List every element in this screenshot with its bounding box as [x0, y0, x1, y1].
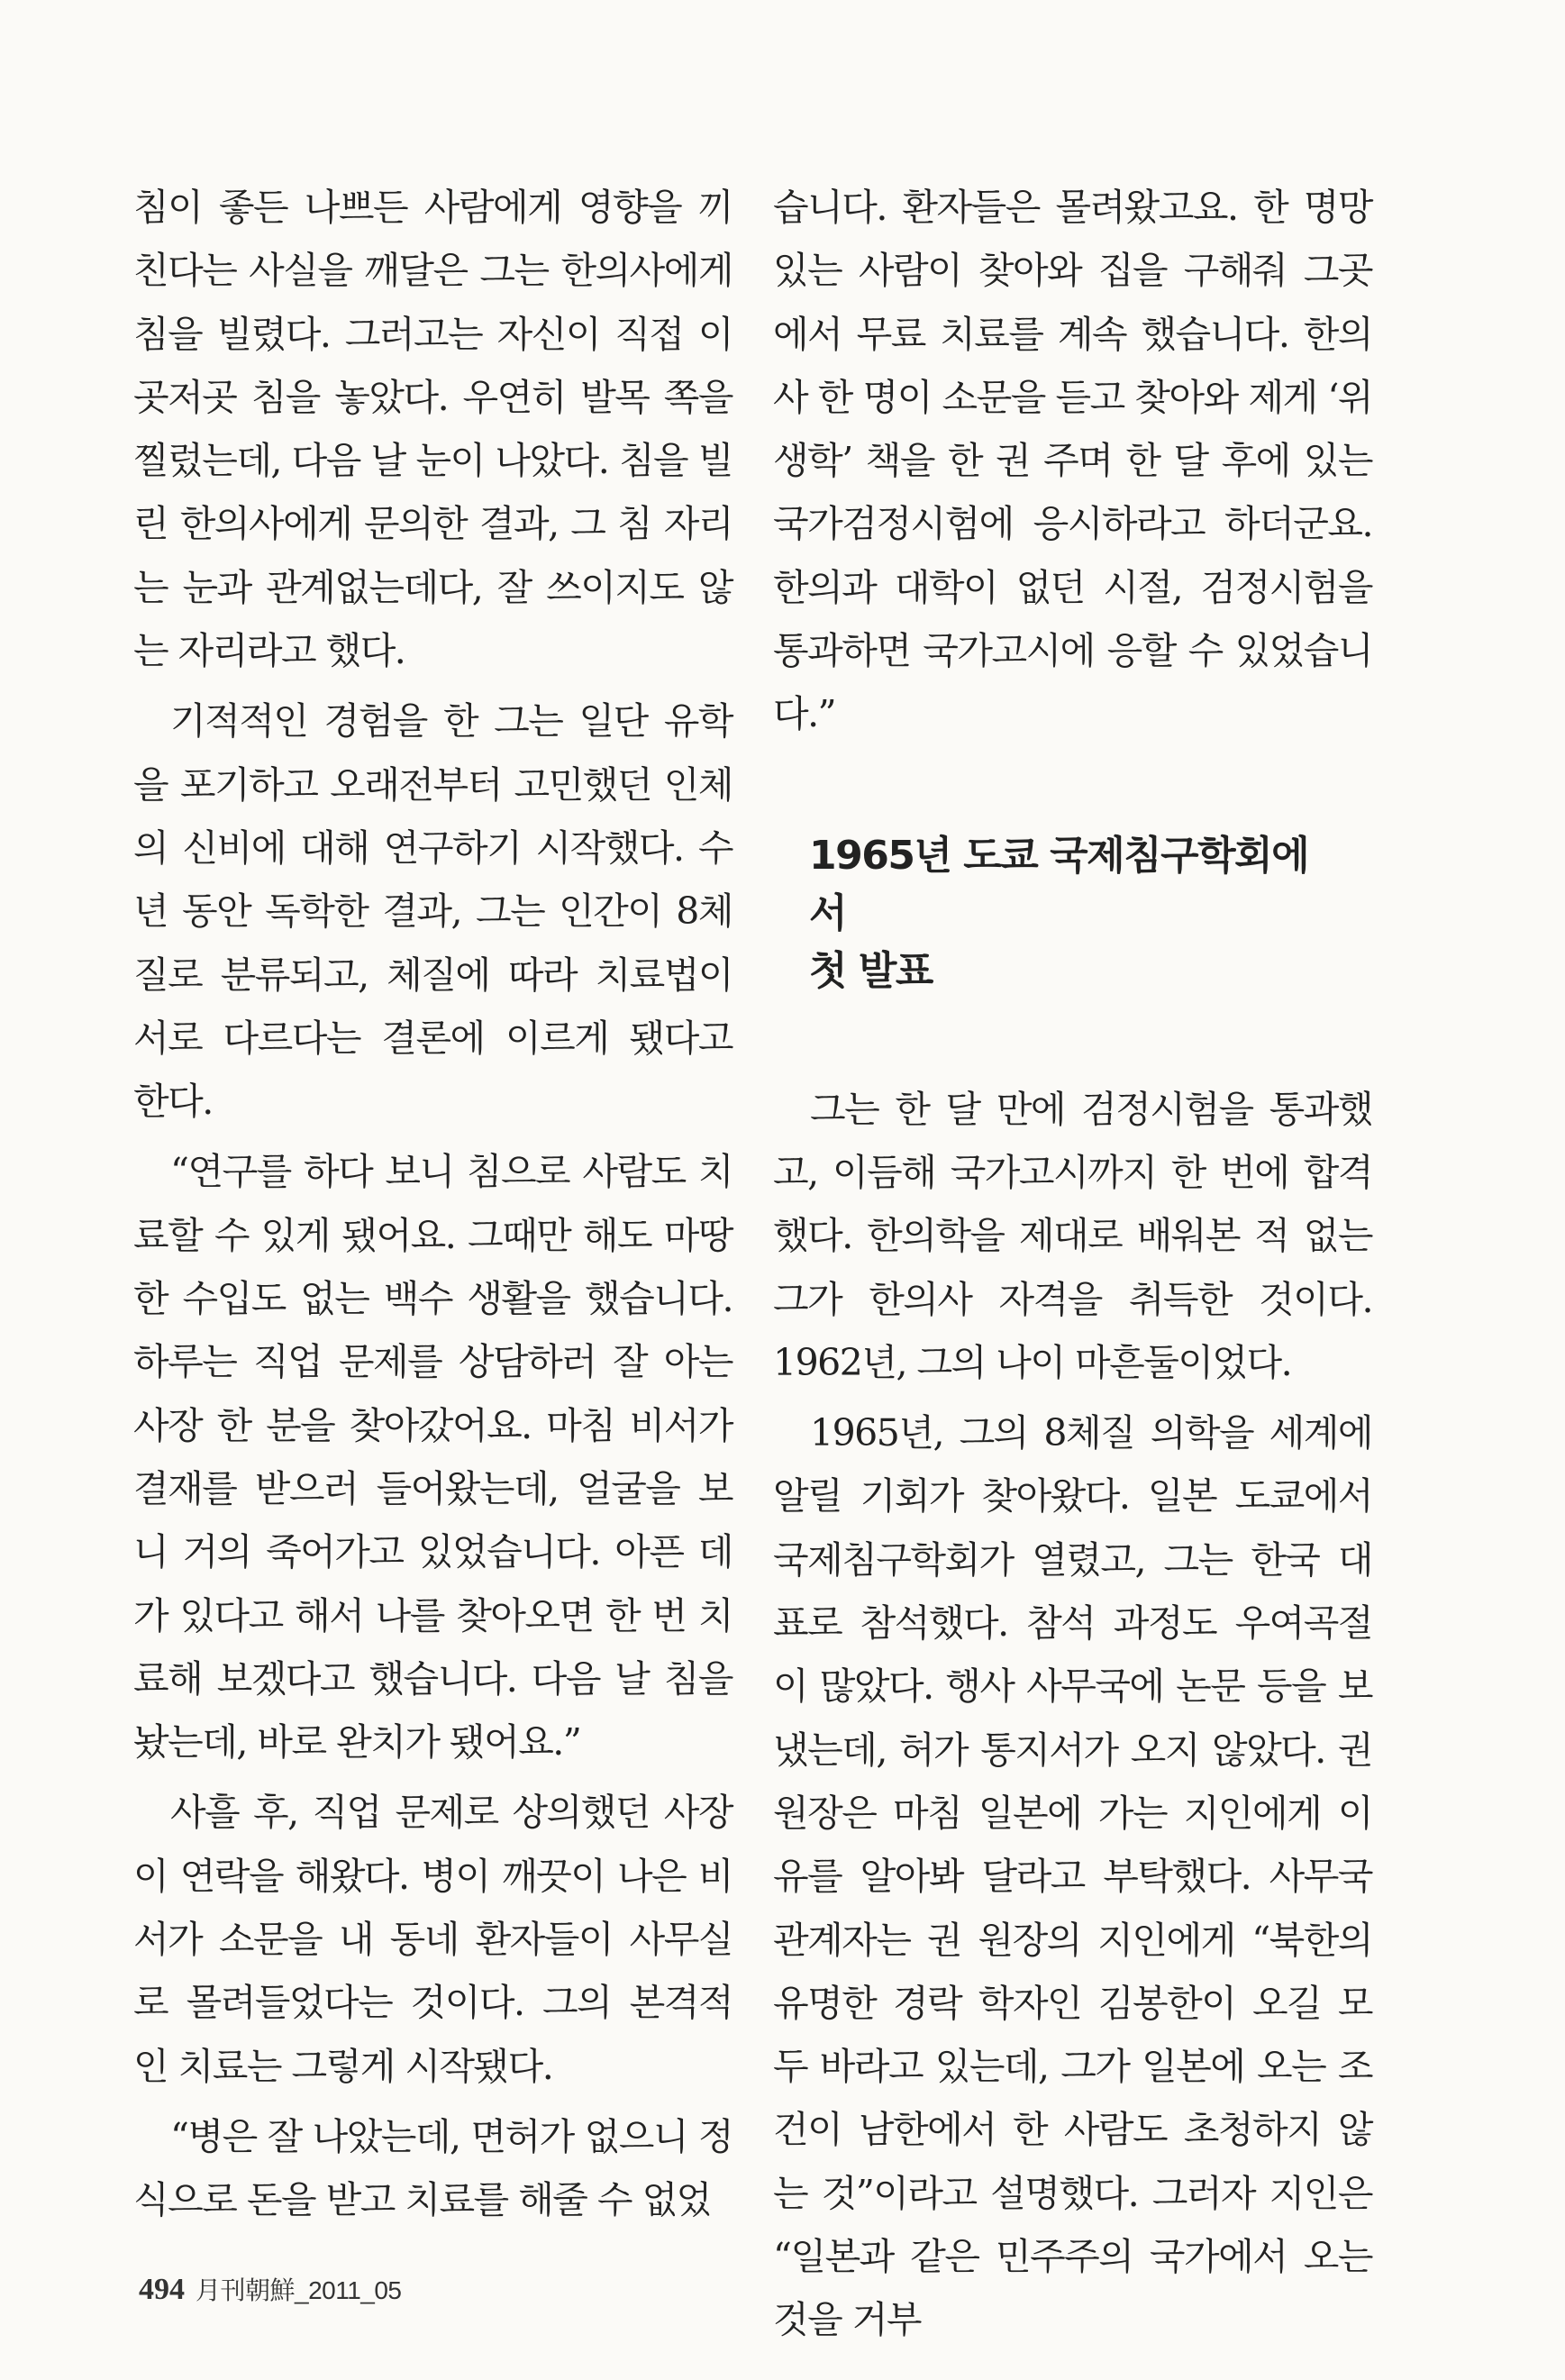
- left-column: [133, 176, 732, 2239]
- body-paragraph: 기적적인 경험을 한 그는 일단 유학을 포기하고 오래전부터 고민했던 인체의 신비에 대해 연구하기 시작했다. 수년 동안 독학한 결과, 그는 인간이 8체질로 분류되고, 체질에 따라 치료법이 서로 다르다는 결론에 이르게 됐다고 한다.: [133, 699, 732, 1124]
- magazine-issue: 月刊朝鮮_2011_05: [196, 2276, 402, 2304]
- body-paragraph: 그는 한 달 만에 검정시험을 통과했고, 이듬해 국가고시까지 한 번에 합격했다. 한의학을 제대로 배워본 적 없는 그가 한의사 자격을 취득한 것이다. 1962년, 그의 나이 마흔둘이었다.: [773, 1087, 1372, 1384]
- section-heading-line: 1965년 도쿄 국제침구학회에서: [809, 832, 1309, 936]
- body-paragraph: 침이 좋든 나쁘든 사람에게 영향을 끼친다는 사실을 깨달은 그는 한의사에게 침을 빌렸다. 그러고는 자신이 직접 이곳저곳 침을 놓았다. 우연히 발목 쪽을 찔렀는데, 다음 날 눈이 나았다. 침을 빌린 한의사에게 문의한 결과, 그 침 자리는 눈과 관계없는데다, 잘 쓰이지도 않는 자리라고 했다.: [133, 186, 732, 673]
- body-paragraph: “연구를 하다 보니 침으로 사람도 치료할 수 있게 됐어요. 그때만 해도 마땅한 수입도 없는 백수 생활을 했습니다. 하루는 직업 문제를 상담하러 잘 아는 사장 한 분을 찾아갔어요. 마침 비서가 결재를 받으러 들어왔는데, 얼굴을 보니 거의 죽어가고 있었습니다. 아픈 데가 있다고 해서 나를 찾아오면 한 번 치료해 보겠다고 했습니다. 다음 날 침을 놨는데, 바로 완치가 됐어요.”: [133, 1150, 732, 1764]
- body-paragraph: 1965년, 그의 8체질 의학을 세계에 알릴 기회가 찾아왔다. 일본 도쿄에서 국제침구학회가 열렸고, 그는 한국 대표로 참석했다. 참석 과정도 우여곡절이 많았다. 행사 사무국에 논문 등을 보냈는데, 허가 통지서가 오지 않았다. 권 원장은 마침 일본에 가는 지인에게 이유를 알아봐 달라고 부탁했다. 사무국 관계자는 권 원장의 지인에게 “북한의 유명한 경락 학자인 김봉한이 오길 모두 바라고 있는데, 그가 일본에 오는 조건이 남한에서 한 사람도 초청하지 않는 것”이라고 설명했다. 그러자 지인은 “일본과 같은 민주주의 국가에서 오는 것을 거부: [773, 1411, 1372, 2342]
- section-heading-line: 첫 발표: [809, 947, 933, 994]
- page-number: 494: [139, 2273, 185, 2306]
- right-column: [773, 176, 1372, 2359]
- right-body-text: [773, 1078, 1372, 2352]
- body-paragraph: 사흘 후, 직업 문제로 상의했던 사장이 연락을 해왔다. 병이 깨끗이 나은 비서가 소문을 내 동네 환자들이 사무실로 몰려들었다는 것이다. 그의 본격적인 치료는 그렇게 시작됐다.: [133, 1791, 732, 2088]
- section-heading: [773, 827, 1372, 1000]
- body-paragraph: “병은 잘 나았는데, 면허가 없으니 정식으로 돈을 받고 치료를 해줄 수 없었: [133, 2114, 732, 2222]
- page-footer: [139, 2271, 402, 2307]
- body-paragraph: 습니다. 환자들은 몰려왔고요. 한 명망 있는 사람이 찾아와 집을 구해줘 그곳에서 무료 치료를 계속 했습니다. 한의사 한 명이 소문을 듣고 찾아와 제게 ‘위생학’ 책을 한 권 주며 한 달 후에 있는 국가검정시험에 응시하라고 하더군요. 한의과 대학이 없던 시절, 검정시험을 통과하면 국가고시에 응할 수 있었습니다.”: [773, 186, 1372, 736]
- right-top-text: [773, 176, 1372, 746]
